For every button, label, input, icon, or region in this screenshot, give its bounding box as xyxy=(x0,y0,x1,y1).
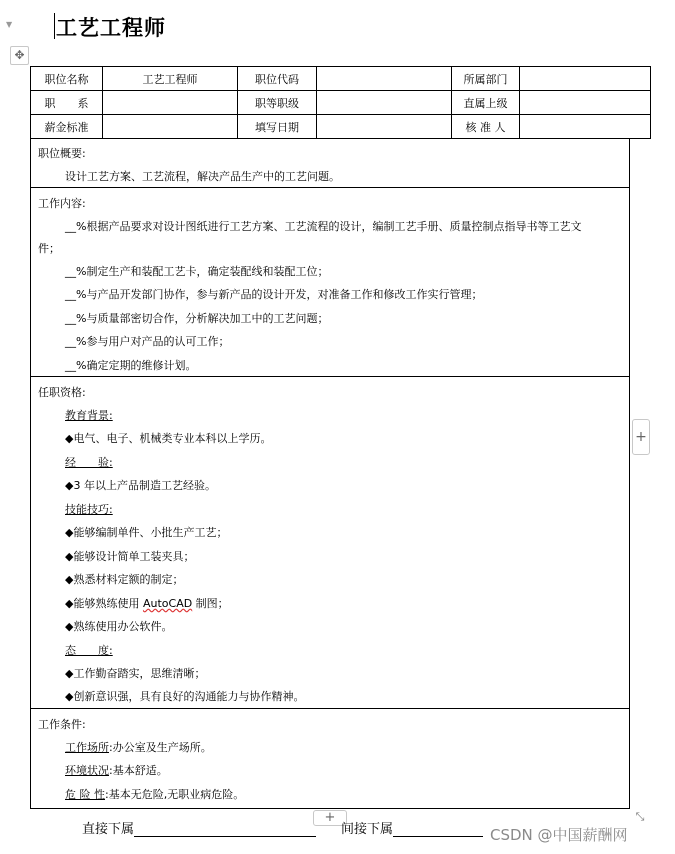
overview-heading: 职位概要: xyxy=(38,147,86,160)
label-supervisor: 直属上级 xyxy=(452,91,520,115)
skill-item-prefix: ◆能够熟练使用 xyxy=(65,597,143,610)
value-fill-date[interactable] xyxy=(317,115,452,139)
add-row-icon[interactable]: + xyxy=(313,810,347,826)
skills-label: 技能技巧: xyxy=(65,503,113,516)
experience-label: 经 验: xyxy=(65,456,113,469)
risk-value: :基本无危险,无职业病危险。 xyxy=(105,788,245,801)
table-row xyxy=(31,67,651,91)
table-resize-icon[interactable]: ⤡ xyxy=(635,810,645,823)
value-department[interactable] xyxy=(520,67,651,91)
skill-item xyxy=(65,595,229,611)
value-position-code[interactable] xyxy=(317,67,452,91)
watermark: CSDN @中国薪酬网 xyxy=(490,826,628,844)
indirect-subordinate-blank[interactable] xyxy=(393,823,483,837)
condition-environment xyxy=(65,762,168,778)
education-label: 教育背景: xyxy=(65,409,113,422)
place-value: :办公室及生产场所。 xyxy=(109,741,212,754)
duty-item: __%根据产品要求对设计图纸进行工艺方案、工艺流程的设计，编制工艺手册、质量控制点指导书等工艺文 xyxy=(65,220,582,233)
direct-subordinate-line xyxy=(82,818,316,837)
table-move-handle-icon[interactable]: ✥ xyxy=(10,46,29,65)
qualifications-heading: 任职资格: xyxy=(38,386,86,399)
skill-item: ◆熟悉材料定额的制定； xyxy=(65,573,184,586)
duty-item: __%参与用户对产品的认可工作； xyxy=(65,335,230,348)
condition-risk xyxy=(65,786,244,802)
indirect-subordinate-label: 间接下属 xyxy=(341,822,394,837)
attitude-item: ◆工作勤奋踏实，思维清晰； xyxy=(65,667,206,680)
value-job-family[interactable] xyxy=(103,91,238,115)
direct-subordinate-label: 直接下属 xyxy=(82,822,135,837)
environment-value: :基本舒适。 xyxy=(109,764,168,777)
table-row xyxy=(31,115,651,139)
text-cursor xyxy=(54,13,55,39)
add-column-icon[interactable]: + xyxy=(632,419,650,455)
duty-item: __%与质量部密切合作，分析解决加工中的工艺问题； xyxy=(65,312,329,325)
duties-section xyxy=(30,188,630,377)
duty-item-continued: 件； xyxy=(38,242,60,255)
value-approver[interactable] xyxy=(520,115,651,139)
table-row xyxy=(31,91,651,115)
value-salary[interactable] xyxy=(103,115,238,139)
environment-label: 环境状况 xyxy=(65,764,109,777)
value-supervisor[interactable] xyxy=(520,91,651,115)
header-info-table xyxy=(30,66,651,139)
overview-text: 设计工艺方案、工艺流程，解决产品生产中的工艺问题。 xyxy=(65,170,340,183)
label-department: 所属部门 xyxy=(452,67,520,91)
attitude-item: ◆创新意识强，具有良好的沟通能力与协作精神。 xyxy=(65,690,305,703)
label-fill-date: 填写日期 xyxy=(238,115,317,139)
duty-item: __%制定生产和装配工艺卡，确定装配线和装配工位； xyxy=(65,265,329,278)
label-position-code: 职位代码 xyxy=(238,67,317,91)
duty-item: __%与产品开发部门协作，参与新产品的设计开发，对准备工作和修改工作实行管理； xyxy=(65,288,483,301)
label-approver: 核 准 人 xyxy=(452,115,520,139)
conditions-section xyxy=(30,709,630,809)
duties-heading: 工作内容: xyxy=(38,197,86,210)
qualifications-section xyxy=(30,377,630,709)
duty-item: __%确定定期的维修计划。 xyxy=(65,359,197,372)
skill-item: ◆能够设计简单工装夹具； xyxy=(65,550,195,563)
skill-item-suffix: 制图； xyxy=(192,597,229,610)
value-grade[interactable] xyxy=(317,91,452,115)
risk-label: 危 险 性 xyxy=(65,788,105,801)
attitude-label: 态 度: xyxy=(65,644,113,657)
experience-item: ◆3 年以上产品制造工艺经验。 xyxy=(65,479,216,492)
indirect-subordinate-line xyxy=(341,818,483,837)
skill-item: ◆熟练使用办公软件。 xyxy=(65,620,173,633)
education-item: ◆电气、电子、机械类专业本科以上学历。 xyxy=(65,432,272,445)
skill-item: ◆能够编制单件、小批生产工艺； xyxy=(65,526,228,539)
label-salary: 薪金标准 xyxy=(31,115,103,139)
page-title: 工艺工程师 xyxy=(56,16,166,40)
overview-section xyxy=(30,138,630,188)
condition-place xyxy=(65,739,212,755)
software-name: AutoCAD xyxy=(142,597,193,610)
label-position-name: 职位名称 xyxy=(31,67,103,91)
label-grade: 职等职级 xyxy=(238,91,317,115)
place-label: 工作场所 xyxy=(65,741,109,754)
collapse-triangle-icon[interactable]: ▼ xyxy=(6,20,13,29)
direct-subordinate-blank[interactable] xyxy=(134,823,316,837)
label-job-family: 职 系 xyxy=(31,91,103,115)
value-position-name[interactable]: 工艺工程师 xyxy=(103,67,238,91)
conditions-heading: 工作条件: xyxy=(38,718,86,731)
